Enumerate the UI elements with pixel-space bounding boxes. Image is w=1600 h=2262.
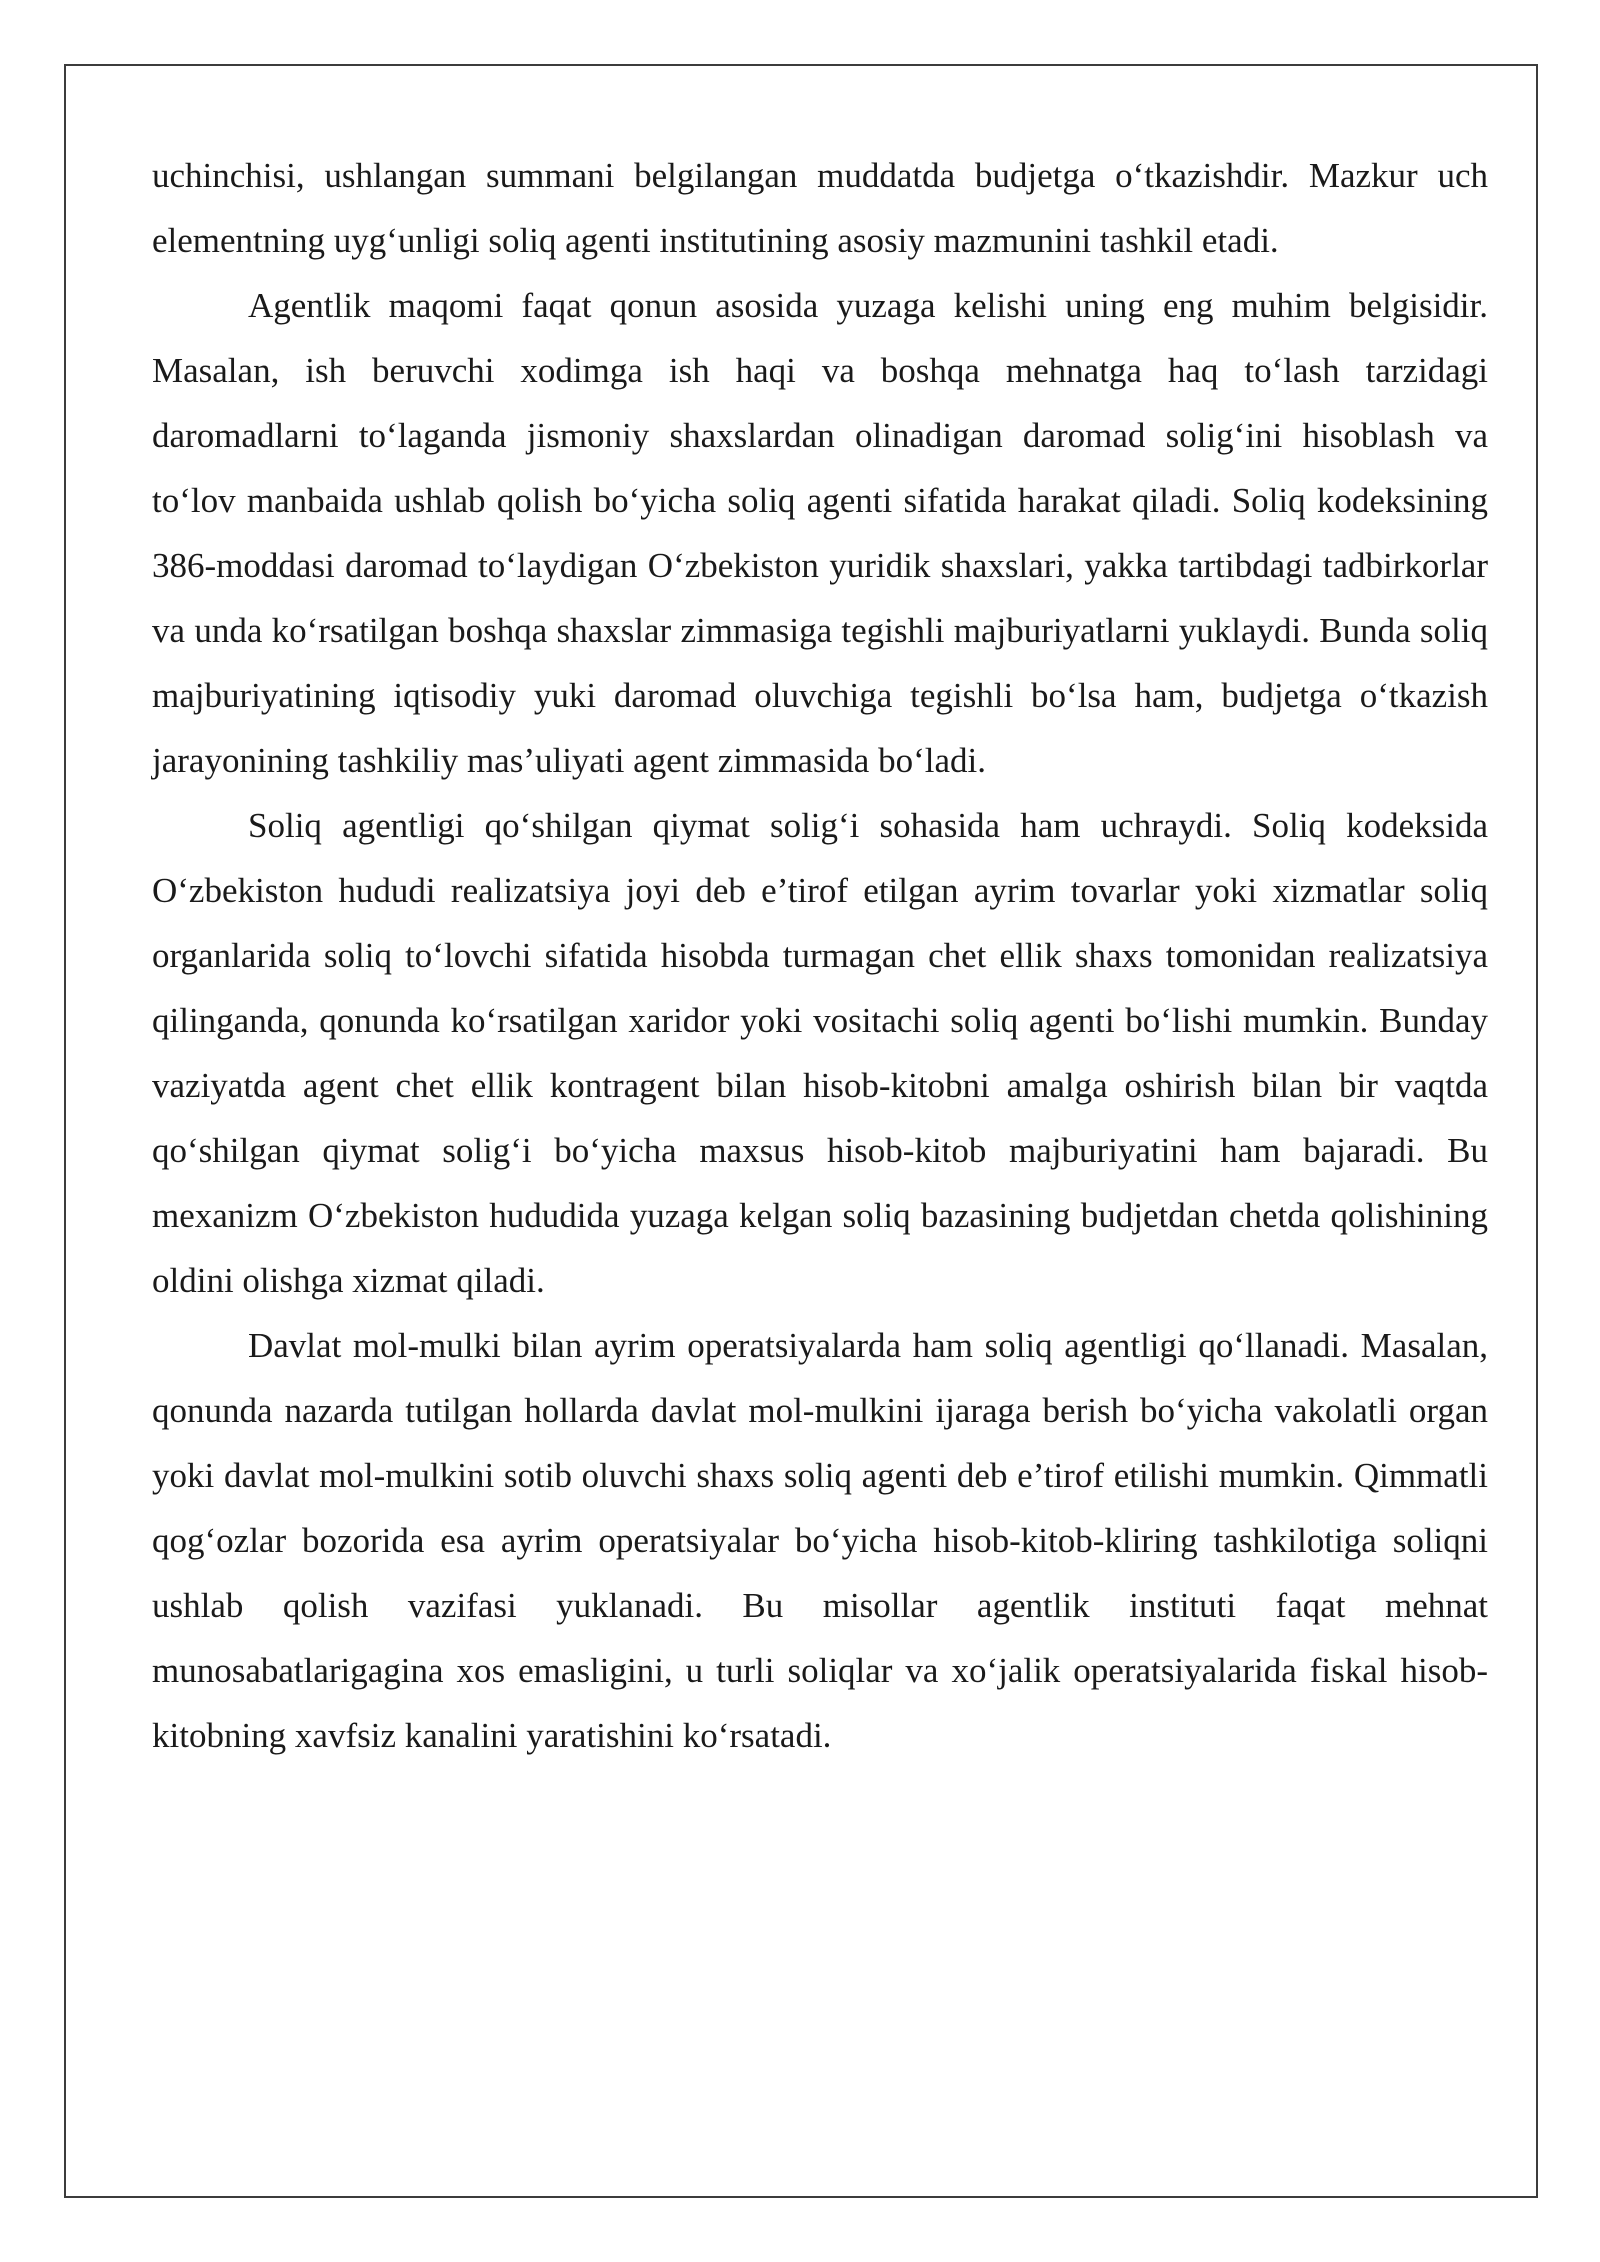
paragraph-2: Agentlik maqomi faqat qonun asosida yuzaga kelishi uning eng muhim belgisidir. Masalan, ish beruvchi xodimga ish haqi va boshqa mehnatga haq to‘lash tarzidagi daromadlarni to‘laganda jismoniy shaxslardan olinadigan daromad solig‘ini hisoblash va to‘lov manbaida ushlab qolish bo‘yicha soliq agenti sifatida harakat qiladi. Soliq kodeksining 386-moddasi daromad to‘laydigan O‘zbekiston yuridik shaxslari, yakka tartibdagi tadbirkorlar va unda ko‘rsatilgan boshqa shaxslar zimmasiga tegishli majburiyatlarni yuklaydi. Bunda soliq majburiyatining iqtisodiy yuki daromad oluvchiga tegishli bo‘lsa ham, budjetga o‘tkazish jarayonining tashkiliy mas’uliyati agent zimmasida bo‘ladi. <box>152 286 1488 780</box>
paragraph-1: uchinchisi, ushlangan summani belgilangan muddatda budjetga o‘tkazishdir. Mazkur uch elementning uyg‘unligi soliq agenti institutining asosiy mazmunini tashkil etadi. <box>152 156 1488 260</box>
paragraph-4: Davlat mol-mulki bilan ayrim operatsiyalarda ham soliq agentligi qo‘llanadi. Masalan, qonunda nazarda tutilgan hollarda davlat mol-mulkini ijaraga berish bo‘yicha vakolatli organ yoki davlat mol-mulkini sotib oluvchi shaxs soliq agenti deb e’tirof etilishi mumkin. Qimmatli qog‘ozlar bozorida esa ayrim operatsiyalar bo‘yicha hisob-kitob-kliring tashkilotiga soliqni ushlab qolish vazifasi yuklanadi. Bu misollar agentlik instituti faqat mehnat munosabatlarigagina xos emasligini, u turli soliqlar va xo‘jalik operatsiyalarida fiskal hisob-kitobning xavfsiz kanalini yaratishini ko‘rsatadi. <box>152 1326 1488 1755</box>
paragraph-3: Soliq agentligi qo‘shilgan qiymat solig‘i sohasida ham uchraydi. Soliq kodeksida O‘zbekiston hududi realizatsiya joyi deb e’tirof etilgan ayrim tovarlar yoki xizmatlar soliq organlarida soliq to‘lovchi sifatida hisobda turmagan chet ellik shaxs tomonidan realizatsiya qilinganda, qonunda ko‘rsatilgan xaridor yoki vositachi soliq agenti bo‘lishi mumkin. Bunday vaziyatda agent chet ellik kontragent bilan hisob-kitobni amalga oshirish bilan bir vaqtda qo‘shilgan qiymat solig‘i bo‘yicha maxsus hisob-kitob majburiyatini ham bajaradi. Bu mexanizm O‘zbekiston hududida yuzaga kelgan soliq bazasining budjetdan chetda qolishining oldini olishga xizmat qiladi. <box>152 806 1488 1300</box>
document-body <box>152 143 1488 1768</box>
